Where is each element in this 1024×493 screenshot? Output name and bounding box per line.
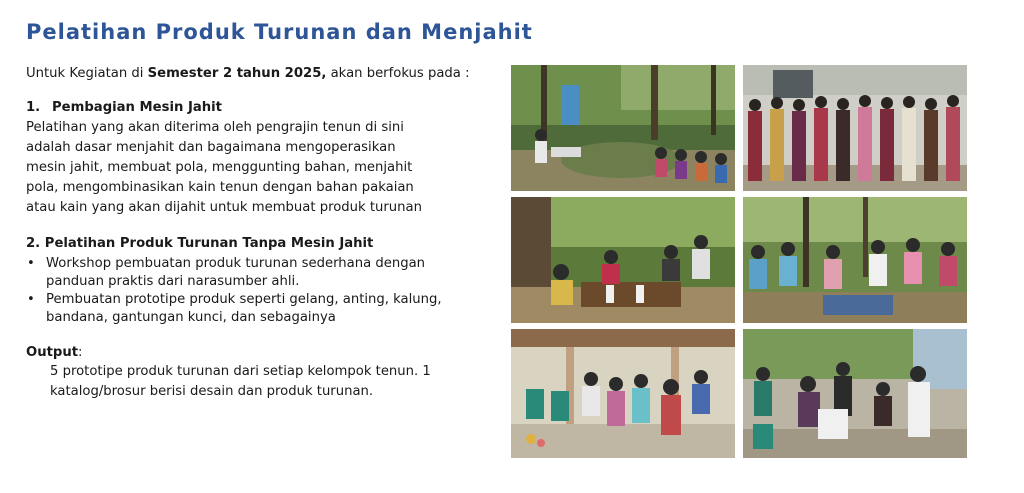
section1-line: Pelatihan yang akan diterima oleh pengrajin tenun di sini [26,120,404,135]
photo-pavilion-gathering [511,329,735,458]
page-title: Pelatihan Produk Turunan dan Menjahit [26,20,533,44]
output-colon: : [78,345,83,360]
text-column [26,64,496,402]
intro-text [26,64,496,84]
bullet-line: panduan praktis dari narasumber ahli. [46,273,300,289]
section1-line: pola, mengombinasikan kain tenun dengan bahan pakaian [26,180,414,195]
section1-body [26,118,496,218]
section1-line: adalah dasar menjahit dan bagaimana mengoperasikan [26,140,396,155]
bullet-line: Workshop pembuatan produk turunan sederhana dengan [46,256,426,271]
photo-hands-on-session [743,329,967,458]
output-heading [26,344,496,362]
section2-heading: 2. Pelatihan Produk Turunan Tanpa Mesin Jahit [26,236,374,251]
section1-line: mesin jahit, membuat pola, menggunting bahan, menjahit [26,160,413,175]
output-section [26,344,496,402]
output-line: katalog/brosur berisi desain dan produk turunan. [50,384,374,399]
section1-number: 1. [26,100,41,115]
bullet-line: Pembuatan prototipe produk seperti gelang, anting, kalung, [46,292,442,307]
bullet-icon: • [27,256,35,271]
intro-prefix: Untuk Kegiatan di [26,66,148,81]
section1-line: atau kain yang akan dijahit untuk membuat produk turunan [26,200,422,215]
photo-women-seated-workshop [743,197,967,323]
photo-outdoor-meeting [511,65,735,191]
photo-group-with-weavings [743,65,967,191]
section1-heading [26,98,496,118]
bullet-item [26,291,496,326]
output-line: 5 prototipe produk turunan dari setiap kelompok tenun. 1 [50,364,431,379]
intro-suffix: akan berfokus pada : [326,66,470,81]
intro-bold: Semester 2 tahun 2025, [147,66,327,81]
section-without-machine [26,234,496,326]
photo-weaving-demo [511,197,735,323]
output-label: Output [26,345,79,360]
bullet-item [26,255,496,290]
bullet-icon: • [27,292,35,307]
section2-bullets [26,255,496,326]
output-body [26,362,496,402]
bullet-line: bandana, gantungan kunci, dan sebagainya [46,309,336,325]
section1-title: Pembagian Mesin Jahit [52,100,222,115]
section-sewing-machine [26,98,496,218]
